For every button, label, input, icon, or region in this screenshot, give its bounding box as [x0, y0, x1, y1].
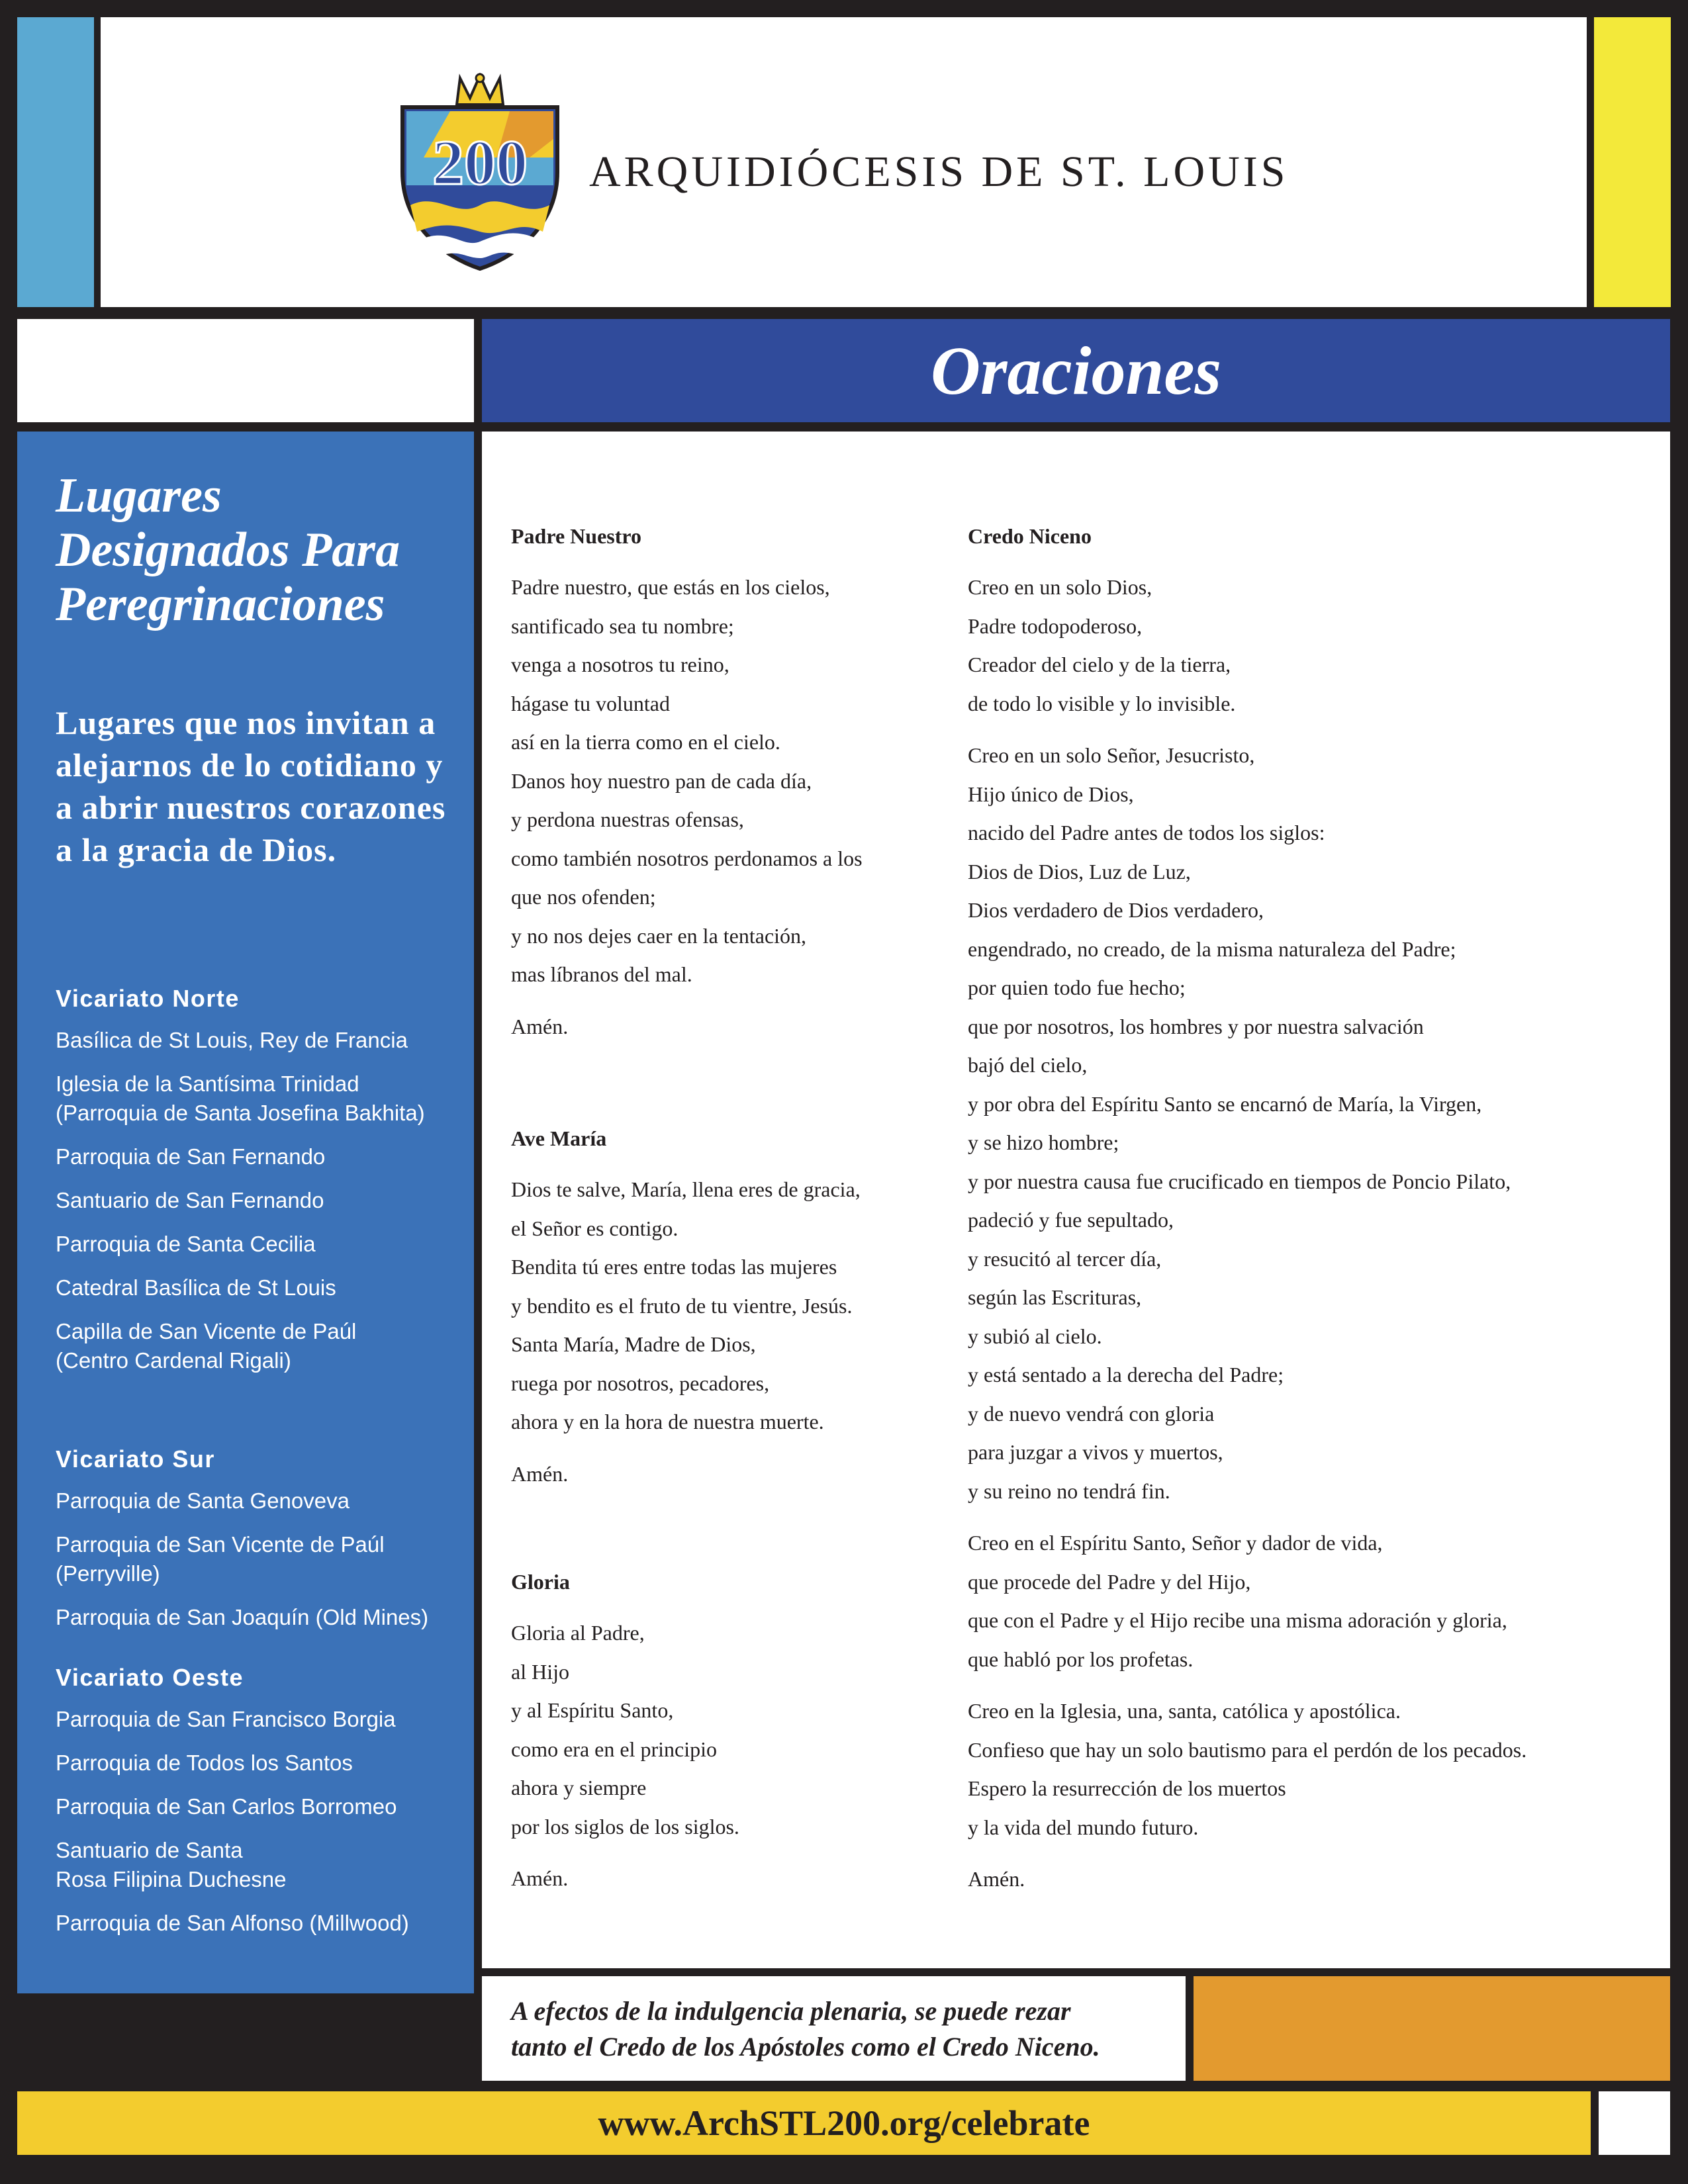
prayer-line: al Hijo — [511, 1659, 569, 1684]
place-line: Rosa Filipina Duchesne — [56, 1867, 287, 1891]
light-blue-block — [17, 17, 94, 307]
prayer-line: así en la tierra como en el cielo. — [511, 730, 780, 754]
place-item — [56, 1142, 466, 1171]
prayer-padre-nuestro — [511, 523, 935, 1046]
note-line: A efectos de la indulgencia plenaria, se puede rezar — [511, 1996, 1071, 2026]
prayer-line: y su reino no tendrá fin. — [968, 1479, 1170, 1503]
prayer-line: Padre todopoderoso, — [968, 614, 1143, 638]
prayer-line: Dios de Dios, Luz de Luz, — [968, 859, 1191, 884]
place-line: (Centro Cardenal Rigali) — [56, 1348, 291, 1373]
archdiocese-crest-logo — [397, 73, 563, 271]
vicariato-norte — [56, 983, 466, 1390]
prayer-line: y por nuestra causa fue crucificado en tiempos de Poncio Pilato, — [968, 1169, 1511, 1193]
place-line: Parroquia de San Vicente de Paúl — [56, 1532, 385, 1557]
prayer-line: padeció y fue sepultado, — [968, 1208, 1174, 1232]
prayer-line: y no nos dejes caer en la tentación, — [511, 923, 807, 948]
prayer-line: de todo lo visible y lo invisible. — [968, 691, 1236, 715]
prayer-title: Padre Nuestro — [511, 524, 642, 548]
prayer-amen: Amén. — [511, 1461, 569, 1486]
prayer-line: por los siglos de los siglos. — [511, 1814, 739, 1839]
place-item — [56, 1705, 466, 1734]
prayer-line: Danos hoy nuestro pan de cada día, — [511, 768, 812, 793]
place-line: Parroquia de San Fernando — [56, 1144, 326, 1169]
prayer-line: que con el Padre y el Hijo recibe una misma adoración y gloria, — [968, 1608, 1507, 1632]
note-line: tanto el Credo de los Apóstoles como el Credo Niceno. — [511, 2032, 1100, 2062]
prayer-line: Santa María, Madre de Dios, — [511, 1332, 756, 1356]
place-line: Santuario de Santa — [56, 1838, 243, 1862]
prayer-line: Dios verdadero de Dios verdadero, — [968, 898, 1264, 922]
prayer-line: y se hizo hombre; — [968, 1130, 1119, 1154]
place-item — [56, 1792, 466, 1821]
prayer-line: Bendita tú eres entre todas las mujeres — [511, 1255, 837, 1279]
sidebar-intro: Lugares que nos invitan a alejarnos de lo cotidiano y a abrir nuestros corazones a la gracia de Dios. — [56, 704, 446, 868]
prayer-line: según las Escrituras, — [968, 1285, 1142, 1309]
prayer-line: hágase tu voluntad — [511, 691, 670, 715]
prayer-line: Creo en un solo Señor, Jesucristo, — [968, 743, 1255, 767]
prayer-gloria — [511, 1569, 935, 1898]
prayer-line: mas líbranos del mal. — [511, 962, 692, 986]
website-link[interactable]: www.ArchSTL200.org/celebrate — [598, 2103, 1090, 2143]
place-item — [56, 1186, 466, 1215]
prayer-title: Credo Niceno — [968, 524, 1092, 548]
prayer-title: Gloria — [511, 1570, 570, 1594]
prayer-line: venga a nosotros tu reino, — [511, 653, 729, 676]
vicariato-oeste — [56, 1662, 466, 1952]
prayer-line: engendrado, no creado, de la misma naturaleza del Padre; — [968, 936, 1456, 961]
place-item — [56, 1486, 466, 1516]
place-line: (Perryville) — [56, 1561, 160, 1586]
place-item — [56, 1273, 466, 1302]
prayer-line: como era en el principio — [511, 1737, 717, 1761]
place-line: Santuario de San Fernando — [56, 1188, 324, 1212]
prayer-line: que nos ofenden; — [511, 885, 656, 909]
prayer-line: Creo en el Espíritu Santo, Señor y dador de vida, — [968, 1531, 1383, 1555]
place-line: Basílica de St Louis, Rey de Francia — [56, 1028, 408, 1052]
prayer-line: que por nosotros, los hombres y por nuestra salvación — [968, 1014, 1424, 1038]
crest-number: 200 — [432, 127, 528, 198]
sidebar-title-line: Peregrinaciones — [56, 577, 385, 631]
prayer-line: Espero la resurrección de los muertos — [968, 1776, 1286, 1800]
prayer-line: Dios te salve, María, llena eres de gracia, — [511, 1177, 861, 1201]
place-item — [56, 1069, 466, 1128]
place-line: Catedral Basílica de St Louis — [56, 1275, 336, 1300]
place-line: Iglesia de la Santísima Trinidad — [56, 1071, 359, 1096]
prayer-line: para juzgar a vivos y muertos, — [968, 1440, 1223, 1464]
prayer-line: santificado sea tu nombre; — [511, 614, 734, 638]
prayer-line: el Señor es contigo. — [511, 1216, 679, 1240]
vicariato-heading: Vicariato Norte — [56, 985, 240, 1012]
prayer-line: Gloria al Padre, — [511, 1621, 645, 1645]
indulgence-note — [511, 1993, 1173, 2065]
prayer-line: y resucitó al tercer día, — [968, 1246, 1162, 1271]
place-line: Parroquia de San Carlos Borromeo — [56, 1794, 397, 1819]
prayer-line: y por obra del Espíritu Santo se encarnó de María, la Virgen, — [968, 1091, 1482, 1116]
sidebar-title — [56, 469, 466, 631]
vicariato-heading: Vicariato Sur — [56, 1445, 215, 1473]
prayer-title: Ave María — [511, 1126, 607, 1150]
place-item — [56, 1836, 466, 1894]
prayer-amen: Amén. — [511, 1866, 569, 1890]
prayer-line: y perdona nuestras ofensas, — [511, 807, 744, 831]
prayer-amen: Amén. — [511, 1014, 569, 1038]
orange-block — [1194, 1976, 1670, 2081]
prayer-line: y la vida del mundo futuro. — [968, 1815, 1199, 1839]
prayer-line: por quien todo fue hecho; — [968, 976, 1186, 999]
page-title: Oraciones — [930, 332, 1222, 409]
prayer-line: Padre nuestro, que estás en los cielos, — [511, 575, 830, 599]
prayer-line: ahora y siempre — [511, 1776, 647, 1799]
place-line: Parroquia de Todos los Santos — [56, 1751, 353, 1775]
sidebar-title-line: Lugares — [56, 469, 222, 523]
prayer-credo-niceno — [968, 523, 1656, 1899]
yellow-block — [1594, 17, 1671, 307]
place-line: Capilla de San Vicente de Paúl — [56, 1319, 357, 1343]
prayer-line: y está sentado a la derecha del Padre; — [968, 1363, 1284, 1387]
prayer-amen: Amén. — [968, 1867, 1025, 1891]
place-line: Parroquia de San Francisco Borgia — [56, 1707, 396, 1731]
prayer-line: Confieso que hay un solo bautismo para el perdón de los pecados. — [968, 1737, 1527, 1762]
org-name: ARQUIDIÓCESIS DE ST. LOUIS — [589, 148, 1289, 196]
prayer-ave-maria — [511, 1125, 935, 1493]
place-item — [56, 1603, 466, 1632]
place-line: Parroquia de Santa Cecilia — [56, 1232, 316, 1256]
place-item — [56, 1749, 466, 1778]
sidebar-title-line: Designados Para — [56, 523, 400, 577]
prayer-line: que habló por los profetas. — [968, 1647, 1194, 1671]
prayer-line: Creador del cielo y de la tierra, — [968, 653, 1231, 676]
place-line: Parroquia de San Joaquín (Old Mines) — [56, 1605, 429, 1629]
prayer-line: y al Espíritu Santo, — [511, 1698, 674, 1722]
place-line: (Parroquia de Santa Josefina Bakhita) — [56, 1101, 425, 1125]
prayer-line: y bendito es el fruto de tu vientre, Jesús. — [511, 1293, 853, 1318]
place-item — [56, 1317, 466, 1375]
place-line: Parroquia de San Alfonso (Millwood) — [56, 1911, 409, 1935]
prayer-line: que procede del Padre y del Hijo, — [968, 1569, 1251, 1594]
white-spacer-block — [17, 319, 474, 422]
prayer-line: Creo en un solo Dios, — [968, 575, 1152, 599]
prayer-line: Hijo único de Dios, — [968, 782, 1134, 806]
prayer-line: Creo en la Iglesia, una, santa, católica y apostólica. — [968, 1699, 1401, 1723]
place-item — [56, 1230, 466, 1259]
prayer-line: y de nuevo vendrá con gloria — [968, 1401, 1215, 1426]
prayer-line: como también nosotros perdonamos a los — [511, 846, 863, 870]
prayer-line: nacido del Padre antes de todos los siglos: — [968, 821, 1325, 844]
place-item — [56, 1909, 466, 1938]
prayer-line: bajó del cielo, — [968, 1053, 1088, 1077]
place-item — [56, 1530, 466, 1588]
prayer-line: ruega por nosotros, pecadores, — [511, 1371, 770, 1395]
place-item — [56, 1026, 466, 1055]
place-line: Parroquia de Santa Genoveva — [56, 1488, 350, 1513]
prayer-line: ahora y en la hora de nuestra muerte. — [511, 1410, 824, 1433]
vicariato-sur — [56, 1444, 466, 1647]
prayer-line: y subió al cielo. — [968, 1324, 1102, 1348]
vicariato-heading: Vicariato Oeste — [56, 1664, 244, 1691]
